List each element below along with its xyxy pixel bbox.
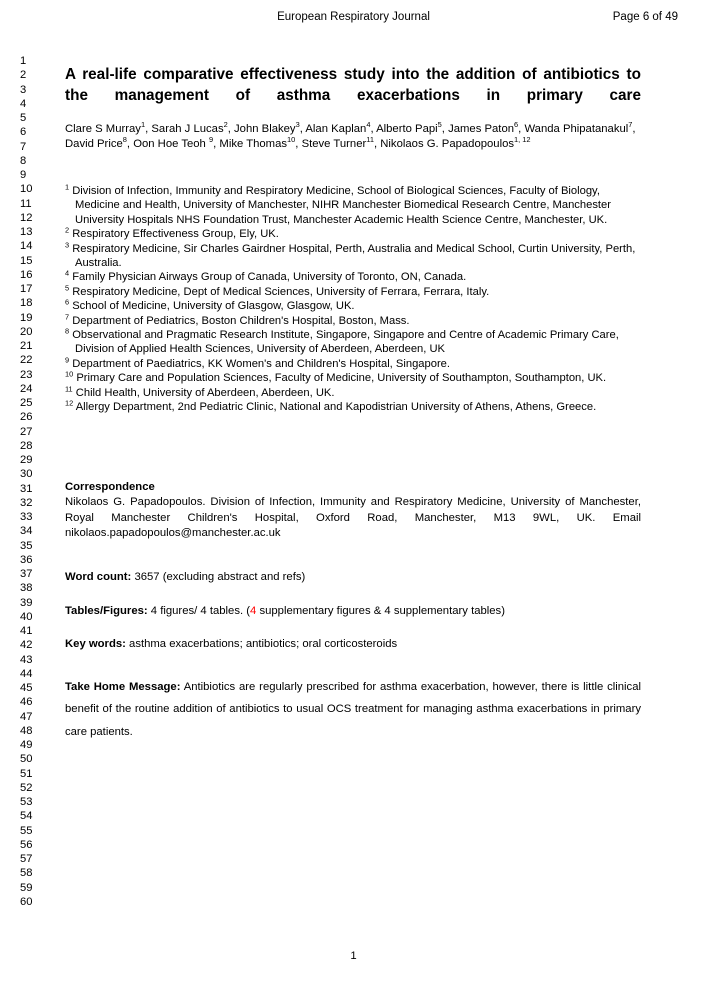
affiliation-item: $^3$ Respiratory Medicine, Sir Charles Gairdner Hospital, Perth, Australia and Medical School, Curtin University, Perth, Australia.	[65, 239, 636, 270]
author-affiliation-ref: 3	[295, 120, 300, 130]
line-number: 55	[20, 824, 33, 837]
line-number: 28	[20, 439, 33, 452]
author-affiliation-ref: 5	[437, 120, 442, 130]
author-affiliation-ref: 6	[514, 120, 519, 130]
line-number: 44	[20, 667, 33, 680]
line-number: 2	[20, 69, 27, 82]
author-name: Sarah J Lucas$^2$	[151, 120, 228, 135]
line-number: 30	[20, 468, 33, 481]
take-home-label: Take Home Message:	[65, 681, 181, 693]
line-number: 1	[20, 55, 27, 67]
correspondence-section	[65, 480, 641, 542]
tables-figures-value: 4 figures/ 4 tables. (	[150, 605, 251, 617]
affiliation-number: 7	[65, 311, 70, 321]
line-number: 20	[20, 325, 33, 338]
line-number: 6	[20, 126, 27, 139]
author-name: Clare S Murray$^1$	[65, 120, 146, 135]
tables-figures-label: Tables/Figures:	[65, 605, 148, 617]
author-affiliation-ref: 4	[366, 120, 371, 130]
line-number: 49	[20, 739, 33, 751]
line-number: 42	[20, 639, 33, 652]
affiliation-number: 8	[65, 326, 70, 336]
author-name: Steve Turner$^{11}$	[301, 135, 374, 151]
author-affiliation-ref: 10	[287, 135, 296, 145]
journal-header: European Respiratory Journal	[277, 11, 430, 23]
affiliation-number: 1	[65, 182, 70, 192]
line-number: 31	[20, 482, 33, 495]
line-number: 38	[20, 582, 33, 595]
line-number: 13	[20, 226, 33, 238]
line-number: 54	[20, 810, 33, 823]
author-name: Alan Kaplan$^4$	[305, 120, 371, 135]
line-number: 8	[20, 154, 27, 167]
author-affiliation-ref: 8	[122, 135, 127, 145]
affiliation-item: $^{11}$ Child Health, University of Aberdeen, Aberdeen, UK.	[65, 383, 335, 399]
line-number: 18	[20, 297, 33, 310]
author-name: Mike Thomas$^{10}$	[219, 135, 296, 151]
author-affiliation-ref: 1	[140, 120, 146, 130]
tables-figures-line	[65, 604, 641, 619]
correspondence-heading: Correspondence	[65, 481, 155, 493]
line-number: 25	[20, 397, 33, 409]
line-number: 35	[20, 539, 33, 552]
author-list: Clare S Murray$^1$, Sarah J Lucas$^2$, John Blakey$^3$, Alan Kaplan$^4$, Alberto Papi$^5$, James Paton$^6$, Wanda Phipatanakul$^7$, David Price$^8$, Oon Hoe Teoh $^9$, Mike Thomas$^{10}$, Steve Turner$^{11}$, Nikolaos G. Papadopoulos$^{1, 12}$	[65, 120, 636, 151]
line-number: 50	[20, 753, 33, 766]
key-words-value: asthma exacerbations; antibiotics; oral corticosteroids	[129, 638, 398, 650]
line-number: 17	[20, 283, 33, 295]
correspondence-text: Nikolaos G. Papadopoulos. Division of Infection, Immunity and Respiratory Medicine, University of Manchester, Royal Manchester Children's Hospital, Oxford Road, Manchester, M13 9WL, UK. Email nikolaos.papadopoulos@manchester.ac.uk	[65, 496, 641, 540]
line-number: 24	[20, 382, 33, 395]
line-number: 10	[20, 183, 33, 196]
line-number: 36	[20, 553, 33, 566]
line-number: 33	[20, 511, 33, 523]
page-indicator: Page 6 of 49	[612, 11, 678, 23]
affiliation-number: 10	[65, 369, 74, 379]
line-number: 53	[20, 796, 33, 808]
author-name: John Blakey$^3$	[234, 120, 300, 135]
affiliation-number: 2	[65, 225, 70, 235]
line-number: 51	[20, 767, 33, 780]
line-number: 59	[20, 881, 33, 894]
line-number: 4	[20, 97, 27, 110]
author-affiliation-ref: 11	[366, 135, 374, 145]
line-number: 48	[20, 724, 33, 737]
line-number: 27	[20, 425, 33, 438]
author-name: James Paton$^6$	[448, 120, 519, 135]
author-name: Nikolaos G. Papadopoulos$^{1, 12}$	[380, 135, 531, 151]
line-number: 40	[20, 610, 33, 623]
affiliation-number: 12	[65, 398, 74, 408]
line-number: 52	[20, 781, 33, 794]
line-number: 19	[20, 311, 33, 324]
author-affiliation-ref: 7	[628, 120, 633, 130]
line-number: 3	[20, 83, 27, 96]
line-number: 34	[20, 525, 33, 538]
affiliation-number: 3	[65, 239, 70, 249]
line-number: 37	[20, 568, 33, 580]
line-number: 39	[20, 596, 33, 609]
author-name: Oon Hoe Teoh $^9$	[133, 135, 214, 151]
line-number: 12	[20, 211, 33, 224]
line-number: 21	[20, 340, 33, 352]
line-number: 26	[20, 411, 33, 424]
line-number: 45	[20, 682, 33, 694]
author-affiliation-ref: 9	[208, 135, 214, 145]
affiliation-item: $^6$ School of Medicine, University of Glasgow, Glasgow, UK.	[65, 297, 355, 313]
key-words-label: Key words:	[65, 638, 126, 650]
line-number: 58	[20, 867, 33, 880]
author-name: David Price$^8$	[65, 135, 127, 151]
key-words-line	[65, 637, 641, 652]
tables-figures-red-count: 4	[250, 605, 257, 617]
word-count-line	[65, 570, 641, 585]
affiliation-list	[65, 184, 641, 415]
line-number-gutter	[20, 54, 32, 909]
line-number: 14	[20, 240, 33, 253]
affiliation-item: $^5$ Respiratory Medicine, Dept of Medical Sciences, University of Ferrara, Ferrara, Italy.	[65, 283, 490, 298]
word-count-value: 3657 (excluding abstract and refs)	[134, 571, 306, 583]
line-number: 23	[20, 368, 33, 381]
affiliation-number: 9	[65, 355, 70, 365]
affiliation-item: $^4$ Family Physician Airways Group of Canada, University of Toronto, ON, Canada.	[65, 268, 467, 284]
line-number: 16	[20, 268, 33, 281]
footer-page-number: 1	[350, 950, 357, 962]
affiliation-item: $^9$ Department of Paediatrics, KK Women's and Children's Hospital, Singapore.	[65, 355, 451, 370]
line-number: 22	[20, 354, 33, 367]
author-affiliation-ref: 2	[223, 120, 228, 130]
line-number: 9	[20, 169, 27, 181]
line-number: 29	[20, 454, 33, 466]
word-count-label: Word count:	[65, 571, 132, 583]
take-home-text: Antibiotics are regularly prescribed for asthma exacerbation, however, there is little clinical benefit of the routine addition of antibiotics to usual OCS treatment for managing asthma exacerbations in primary care patients.	[65, 681, 641, 738]
author-affiliation-ref: 1, 12	[514, 135, 531, 145]
affiliation-item: $^7$ Department of Pediatrics, Boston Children's Hospital, Boston, Mass.	[65, 311, 410, 327]
affiliation-number: 4	[65, 268, 70, 278]
line-number: 11	[20, 197, 32, 210]
line-number: 56	[20, 838, 33, 851]
line-number: 15	[20, 254, 33, 267]
tables-figures-value-rest: supplementary figures & 4 supplementary tables)	[256, 605, 505, 617]
line-number: 60	[20, 895, 33, 908]
line-number: 46	[20, 696, 33, 709]
author-name: Alberto Papi$^5$	[376, 120, 442, 135]
take-home-message	[65, 676, 641, 743]
line-number: 32	[20, 496, 33, 509]
author-name: Wanda Phipatanakul$^7$	[524, 120, 633, 135]
line-number: 5	[20, 112, 27, 124]
affiliation-number: 6	[65, 297, 70, 307]
affiliation-number: 11	[65, 383, 73, 393]
affiliation-number: 5	[65, 283, 70, 293]
line-number: 47	[20, 710, 33, 723]
article-title: A real-life comparative effectiveness study into the addition of antibiotics to the management of asthma exacerbations in primary care	[65, 66, 641, 104]
affiliation-item: $^{12}$ Allergy Department, 2nd Pediatric Clinic, National and Kapodistrian University of Athens, Athens, Greece.	[65, 398, 597, 414]
line-number: 43	[20, 653, 33, 666]
affiliation-item: $^1$ Division of Infection, Immunity and Respiratory Medicine, School of Biological Sciences, Faculty of Biology, Medicine and Health, University of Manchester, NIHR Manchester Biomedical Research Centre, Manchester University Hospitals NHS Foundation Trust, Manchester Academic Health Science Centre, Manchester, UK.	[65, 182, 611, 226]
affiliation-item: $^2$ Respiratory Effectiveness Group, Ely, UK.	[65, 225, 279, 241]
affiliation-item: $^{10}$ Primary Care and Population Sciences, Faculty of Medicine, University of Southampton, Southampton, UK.	[65, 369, 607, 385]
line-number: 57	[20, 853, 33, 865]
affiliation-item: $^8$ Observational and Pragmatic Research Institute, Singapore, Singapore and Centre of Academic Primary Care, Division of Applied Health Sciences, University of Aberdeen, Aberdeen, UK	[65, 326, 619, 356]
line-number: 7	[20, 140, 27, 153]
line-number: 41	[20, 625, 33, 637]
